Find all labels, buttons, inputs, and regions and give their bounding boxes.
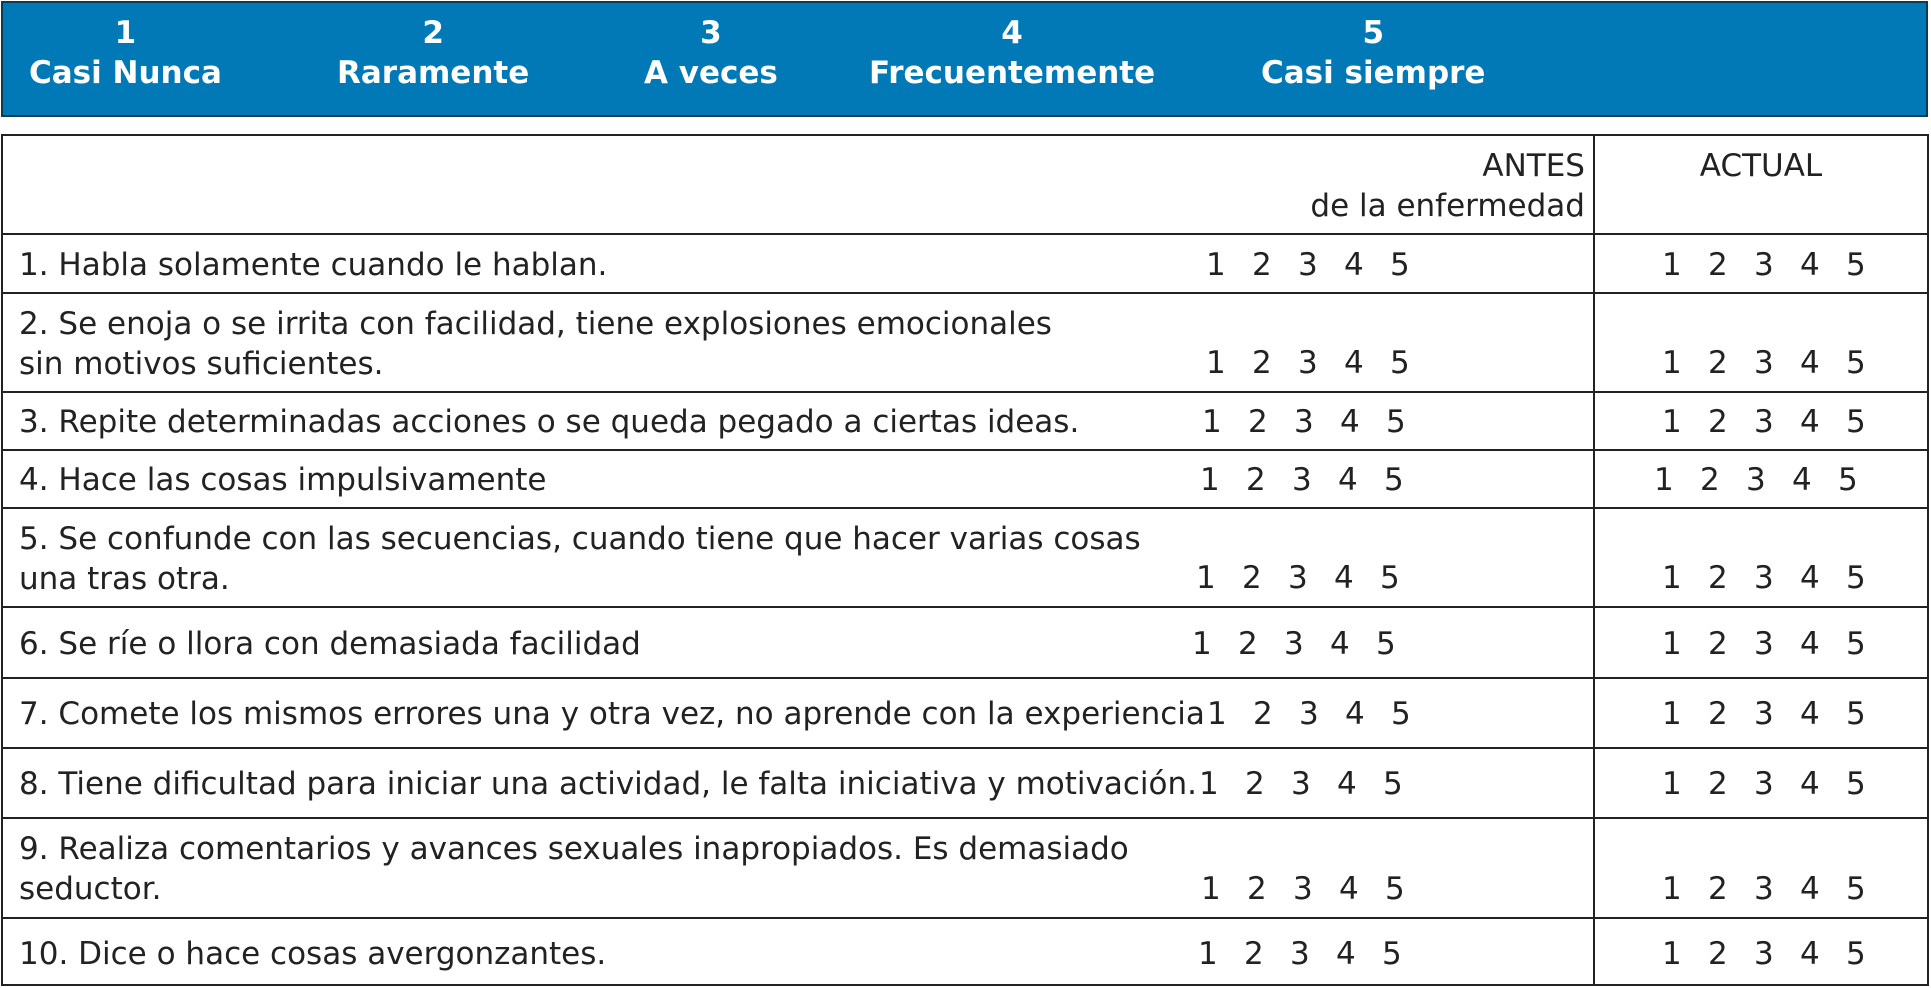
rating-options-before[interactable] [1192, 624, 1400, 664]
scale-number: 3 [700, 15, 722, 51]
rating-option[interactable]: 4 [1800, 560, 1820, 596]
rating-options-current[interactable] [1654, 460, 1862, 500]
table-row [3, 449, 1927, 509]
rating-option[interactable]: 1 [1662, 404, 1682, 440]
question-line: 5. Se confunde con las secuencias, cuando tiene que hacer varias cosas [19, 521, 1141, 557]
table-row [3, 677, 1927, 749]
table-row [3, 747, 1927, 819]
rating-option[interactable]: 4 [1800, 626, 1820, 662]
rating-option[interactable]: 2 [1700, 462, 1720, 498]
question-line: seductor. [19, 871, 162, 907]
rating-option[interactable]: 5 [1386, 404, 1406, 440]
scale-number: 1 [114, 15, 137, 51]
rating-option[interactable]: 4 [1792, 462, 1812, 498]
rating-option[interactable]: 4 [1330, 626, 1350, 662]
rating-option[interactable]: 2 [1252, 247, 1272, 283]
rating-option[interactable]: 5 [1846, 626, 1866, 662]
question-text [19, 934, 606, 974]
table-row [3, 817, 1927, 919]
scale-label: Raramente [337, 55, 530, 91]
rating-option[interactable]: 2 [1245, 766, 1265, 802]
question-text [19, 245, 607, 285]
rating-option[interactable]: 3 [1298, 345, 1318, 381]
rating-option[interactable]: 1 [1662, 766, 1682, 802]
rating-option[interactable]: 1 [1662, 871, 1682, 907]
rating-option[interactable]: 2 [1708, 345, 1728, 381]
table-row [3, 507, 1927, 608]
question-line: 1. Habla solamente cuando le hablan. [19, 247, 608, 283]
rating-option[interactable]: 1 [1206, 345, 1226, 381]
rating-option[interactable]: 5 [1846, 766, 1866, 802]
rating-options-current[interactable] [1662, 764, 1870, 804]
rating-option[interactable]: 5 [1846, 345, 1866, 381]
column-header-before [1310, 146, 1585, 226]
rating-options-before[interactable] [1207, 694, 1415, 734]
table-row [3, 292, 1927, 393]
rating-option[interactable]: 5 [1384, 462, 1404, 498]
rating-option[interactable]: 2 [1708, 766, 1728, 802]
rating-option[interactable]: 3 [1746, 462, 1766, 498]
rating-option[interactable]: 5 [1838, 462, 1858, 498]
rating-option[interactable]: 4 [1337, 766, 1357, 802]
question-line: 8. Tiene dificultad para iniciar una actividad, le falta iniciativa y motivación. [19, 766, 1197, 802]
question-line: 10. Dice o hace cosas avergonzantes. [19, 936, 607, 972]
scale-item-3 [644, 13, 778, 93]
scale-label: Casi siempre [1261, 55, 1486, 91]
question-line: 4. Hace las cosas impulsivamente [19, 462, 547, 498]
rating-option[interactable]: 1 [1662, 696, 1682, 732]
rating-options-current[interactable] [1662, 624, 1870, 664]
question-text [19, 764, 1197, 804]
scale-label: A veces [644, 55, 778, 91]
rating-options-before[interactable] [1198, 934, 1406, 974]
rating-options-current[interactable] [1662, 245, 1870, 285]
rating-option[interactable]: 4 [1338, 462, 1358, 498]
question-line: 2. Se enoja o se irrita con facilidad, tiene explosiones emocionales [19, 306, 1052, 342]
rating-option[interactable]: 2 [1708, 626, 1728, 662]
rating-option[interactable]: 1 [1198, 936, 1218, 972]
rating-option[interactable]: 1 [1662, 626, 1682, 662]
rating-options-before[interactable] [1206, 245, 1414, 285]
table-row [3, 391, 1927, 451]
rating-option[interactable]: 4 [1800, 871, 1820, 907]
rating-option[interactable]: 1 [1200, 462, 1220, 498]
rating-option[interactable]: 1 [1192, 626, 1212, 662]
rating-option[interactable]: 3 [1293, 871, 1313, 907]
question-line: 7. Comete los mismos errores una y otra vez, no aprende con la experiencia [19, 696, 1205, 732]
rating-option[interactable]: 1 [1206, 247, 1226, 283]
rating-option[interactable]: 5 [1846, 936, 1866, 972]
rating-options-before[interactable] [1199, 764, 1407, 804]
rating-option[interactable]: 1 [1654, 462, 1674, 498]
rating-option[interactable]: 4 [1800, 936, 1820, 972]
rating-option[interactable]: 5 [1390, 247, 1410, 283]
rating-option[interactable]: 1 [1199, 766, 1219, 802]
rating-option[interactable]: 3 [1284, 626, 1304, 662]
scale-number: 4 [1001, 15, 1023, 51]
rating-scale-legend [1, 1, 1928, 117]
column-header-before-title: ANTES [1482, 148, 1585, 184]
rating-option[interactable]: 4 [1340, 404, 1360, 440]
rating-option[interactable]: 5 [1846, 560, 1866, 596]
rating-option[interactable]: 3 [1754, 936, 1774, 972]
scale-item-1 [29, 13, 222, 93]
rating-option[interactable]: 3 [1754, 696, 1774, 732]
rating-option[interactable]: 1 [1662, 247, 1682, 283]
scale-item-5 [1261, 13, 1485, 93]
table-row [3, 233, 1927, 294]
column-header-current: ACTUAL [1699, 148, 1823, 184]
rating-option[interactable]: 5 [1846, 404, 1866, 440]
rating-options-current[interactable] [1662, 558, 1870, 598]
rating-option[interactable]: 5 [1846, 247, 1866, 283]
question-text [19, 460, 546, 500]
rating-options-before[interactable] [1202, 402, 1410, 442]
rating-option[interactable]: 1 [1196, 560, 1216, 596]
rating-option[interactable]: 5 [1376, 626, 1396, 662]
rating-option[interactable]: 2 [1708, 247, 1728, 283]
rating-option[interactable]: 1 [1201, 871, 1221, 907]
rating-options-before[interactable] [1200, 460, 1408, 500]
rating-option[interactable]: 2 [1253, 696, 1273, 732]
rating-option[interactable]: 4 [1800, 766, 1820, 802]
scale-label: Casi Nunca [29, 55, 222, 91]
question-text [19, 694, 1205, 734]
rating-option[interactable]: 3 [1294, 404, 1314, 440]
rating-option[interactable]: 4 [1344, 345, 1364, 381]
table-row [3, 606, 1927, 679]
rating-option[interactable]: 3 [1754, 560, 1774, 596]
rating-option[interactable]: 1 [1662, 345, 1682, 381]
rating-option[interactable]: 5 [1383, 766, 1403, 802]
rating-option[interactable]: 2 [1246, 462, 1266, 498]
rating-option[interactable]: 2 [1248, 404, 1268, 440]
rating-option[interactable]: 4 [1339, 871, 1359, 907]
rating-option[interactable]: 5 [1390, 345, 1410, 381]
question-text [19, 304, 1052, 384]
rating-option[interactable]: 3 [1288, 560, 1308, 596]
question-line: 9. Realiza comentarios y avances sexuales inapropiados. Es demasiado [19, 831, 1129, 867]
rating-option[interactable]: 3 [1754, 766, 1774, 802]
rating-option[interactable]: 3 [1754, 404, 1774, 440]
rating-option[interactable]: 3 [1291, 766, 1311, 802]
question-text [19, 829, 1129, 909]
rating-option[interactable]: 4 [1336, 936, 1356, 972]
rating-option[interactable]: 2 [1242, 560, 1262, 596]
scale-label: Frecuentemente [869, 55, 1156, 91]
rating-option[interactable]: 4 [1800, 345, 1820, 381]
rating-option[interactable]: 1 [1662, 936, 1682, 972]
rating-option[interactable]: 3 [1754, 247, 1774, 283]
rating-option[interactable]: 2 [1708, 404, 1728, 440]
scale-number: 2 [422, 15, 444, 51]
rating-option[interactable]: 3 [1754, 626, 1774, 662]
rating-option[interactable]: 4 [1800, 696, 1820, 732]
rating-option[interactable]: 1 [1207, 696, 1227, 732]
rating-option[interactable]: 4 [1800, 404, 1820, 440]
rating-option[interactable]: 2 [1244, 936, 1264, 972]
rating-options-before[interactable] [1196, 558, 1404, 598]
scale-item-4 [869, 13, 1155, 93]
rating-option[interactable]: 3 [1754, 345, 1774, 381]
question-text [19, 402, 1079, 442]
rating-option[interactable]: 3 [1298, 247, 1318, 283]
rating-option[interactable]: 2 [1708, 936, 1728, 972]
rating-option[interactable]: 5 [1391, 696, 1411, 732]
rating-option[interactable]: 4 [1334, 560, 1354, 596]
rating-option[interactable]: 4 [1344, 247, 1364, 283]
rating-options-current[interactable] [1662, 343, 1870, 383]
rating-option[interactable]: 2 [1708, 871, 1728, 907]
rating-option[interactable]: 5 [1380, 560, 1400, 596]
rating-options-current[interactable] [1662, 934, 1870, 974]
rating-option[interactable]: 2 [1708, 560, 1728, 596]
rating-option[interactable]: 3 [1290, 936, 1310, 972]
rating-option[interactable]: 2 [1708, 696, 1728, 732]
scale-number: 5 [1362, 15, 1385, 51]
scale-item-2 [337, 13, 529, 93]
rating-option[interactable]: 1 [1202, 404, 1222, 440]
question-line: 6. Se ríe o llora con demasiada facilidad [19, 626, 641, 662]
question-line: 3. Repite determinadas acciones o se queda pegado a ciertas ideas. [19, 404, 1080, 440]
rating-option[interactable]: 5 [1846, 871, 1866, 907]
table-row [3, 917, 1927, 988]
rating-option[interactable]: 3 [1292, 462, 1312, 498]
rating-options-current[interactable] [1662, 869, 1870, 909]
rating-option[interactable]: 5 [1385, 871, 1405, 907]
rating-option[interactable]: 4 [1800, 247, 1820, 283]
rating-option[interactable]: 2 [1238, 626, 1258, 662]
rating-option[interactable]: 3 [1754, 871, 1774, 907]
rating-option[interactable]: 5 [1846, 696, 1866, 732]
rating-option[interactable]: 2 [1252, 345, 1272, 381]
assessment-table [1, 134, 1929, 986]
rating-option[interactable]: 1 [1662, 560, 1682, 596]
rating-options-current[interactable] [1662, 694, 1870, 734]
question-text [19, 519, 1141, 599]
rating-options-before[interactable] [1206, 343, 1414, 383]
question-text [19, 624, 641, 664]
rating-options-before[interactable] [1201, 869, 1409, 909]
question-line: sin motivos suficientes. [19, 346, 384, 382]
rating-option[interactable]: 2 [1247, 871, 1267, 907]
rating-options-current[interactable] [1662, 402, 1870, 442]
column-header-before-subtitle: de la enfermedad [1310, 188, 1585, 224]
rating-option[interactable]: 4 [1345, 696, 1365, 732]
rating-option[interactable]: 3 [1299, 696, 1319, 732]
question-line: una tras otra. [19, 561, 230, 597]
rating-option[interactable]: 5 [1382, 936, 1402, 972]
